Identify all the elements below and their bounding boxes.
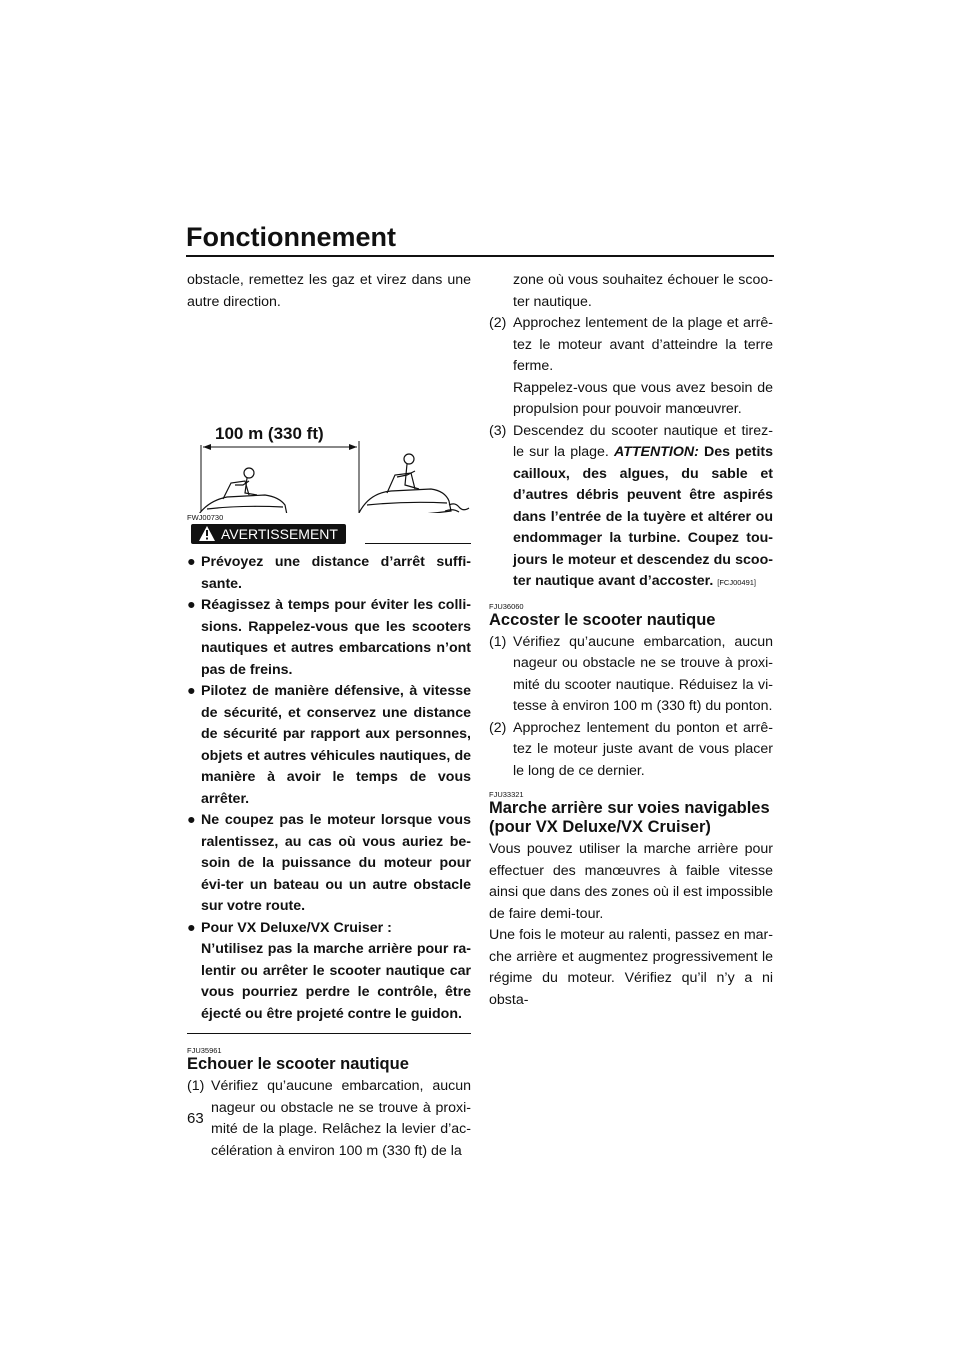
warning-bullets [187, 552, 471, 1025]
jet-ski-left-icon [195, 468, 287, 513]
warning-bullet: ● Ne coupez pas le moteur lorsque vous ralentissez, au cas où vous auriez be-soin de la puissance du moteur pour évi-ter un bateau ou un autre obstacle sur votre route. [187, 812, 471, 914]
right-column [489, 270, 773, 1011]
list-item-note: Rappelez-vous que vous avez besoin de propulsion pour pouvoir manœuvrer. [513, 379, 773, 417]
warning-end-rule [187, 1033, 471, 1034]
warning-bullet: ● Pilotez de manière défensive, à vitesse de sécurité, et conservez une distance de sécurité par rapport aux personnes, objets et autres véhicules nautiques, de manière à avoir le temps de vous arrêter. [187, 683, 471, 807]
list-item: (3) Descendez du scooter nautique et tirez-le sur la plage. ATTENTION: Des petits cailloux, des algues, du sable et d’autres débris peuvent être aspirés dans l’entrée de la tuyère et altérer ou endommager la turbine. Coupez tou-jours le moteur et descendez du scoo-ter nautique avant d’accoster. [FCJ00491] [489, 422, 773, 589]
paragraph: Vous pouvez utiliser la marche arrière pour effectuer des manœuvres à faible vitesse ainsi que dans des zones où il est impossible de faire demi-tour. [489, 841, 773, 922]
warning-badge-label: AVERTISSEMENT [221, 526, 338, 542]
section-heading-marche-arriere: Marche arrière sur voies navigables (pour VX Deluxe/VX Cruiser) [489, 799, 770, 836]
left-column [187, 270, 471, 1162]
paragraph: Une fois le moteur au ralenti, passez en mar-che arrière et augmentez progressivement le régime du moteur. Vérifiez qu’il n’y a ni obsta- [489, 927, 773, 1008]
section-code: FJU35961 [187, 1046, 222, 1055]
page-title: Fonctionnement [186, 222, 396, 252]
warning-header [187, 524, 471, 546]
list-item: (2) Approchez lentement du ponton et arrê-tez le moteur juste avant de vous placer le long de ce dernier. [489, 719, 773, 779]
warning-code: FWJ00730 [187, 513, 224, 522]
list-item: (2) Approchez lentement de la plage et arrê-tez le moteur avant d’atteindre la terre ferme. Rappelez-vous que vous avez besoin de propulsion pour pouvoir manœuvrer. [489, 315, 773, 417]
page-number: 63 [187, 1110, 204, 1127]
attention-label: ATTENTION: [614, 444, 699, 460]
warning-triangle-icon [199, 526, 215, 541]
warning-header-rule [365, 543, 471, 544]
section-heading-accoster: Accoster le scooter nautique [489, 610, 716, 629]
intro-paragraph: obstacle, remettez les gaz et virez dans une autre direction. [187, 272, 471, 310]
title-rule [186, 255, 774, 257]
warning-vx-text: N’utilisez pas la marche arrière pour ra-lentir ou arrêter le scooter nautique car vous pourriez perdre le contrôle, être éjecté ou être projeté contre le guidon. [201, 941, 471, 1022]
jet-ski-right-icon [359, 454, 469, 513]
distance-figure [187, 325, 471, 513]
section-code: FJU36060 [489, 601, 524, 611]
warning-badge [191, 524, 346, 544]
list-item: (1) Vérifiez qu’aucune embarcation, aucun nageur ou obstacle ne se trouve à proxi-mité de la plage. Relâchez la levier d’ac-célération à environ 100 m (330 ft) de la [187, 1078, 471, 1159]
list-item-continued: zone où vous souhaitez échouer le scoo-ter nautique. [513, 272, 773, 310]
warning-bullet-vx: ● Pour VX Deluxe/VX Cruiser : N’utilisez pas la marche arrière pour ra-lentir ou arrêter le scooter nautique car vous pourriez perdre le contrôle, être éjecté ou être projeté contre le guidon. [187, 919, 471, 1022]
attention-code: [FCJ00491] [717, 578, 757, 587]
warning-bullet: ● Réagissez à temps pour éviter les colli-sions. Rappelez-vous que les scooters nautiques et autres embarcations n’ont pas de freins. [187, 597, 471, 678]
jet-ski-distance-illustration [187, 325, 471, 513]
list-item: (1) Vérifiez qu’aucune embarcation, aucun nageur ou obstacle ne se trouve à proxi-mité du scooter nautique. Réduisez la vi-tesse à environ 100 m (330 ft) du ponton. [489, 633, 773, 714]
attention-text: Des petits cailloux, des algues, du sable et d’autres débris peuvent être aspirés dans l’entrée de la tuyère et altérer ou endommager la turbine. Coupez tou-jours le moteur et descendez du scoo-ter nautique avant d’accoster. [513, 444, 773, 589]
section-code: FJU33321 [489, 790, 524, 799]
warning-bullet: ● Prévoyez une distance d’arrêt suffi-sante. [187, 554, 471, 592]
section-heading-echouer: Echouer le scooter nautique [187, 1055, 409, 1073]
distance-label: 100 m (330 ft) [215, 424, 324, 443]
